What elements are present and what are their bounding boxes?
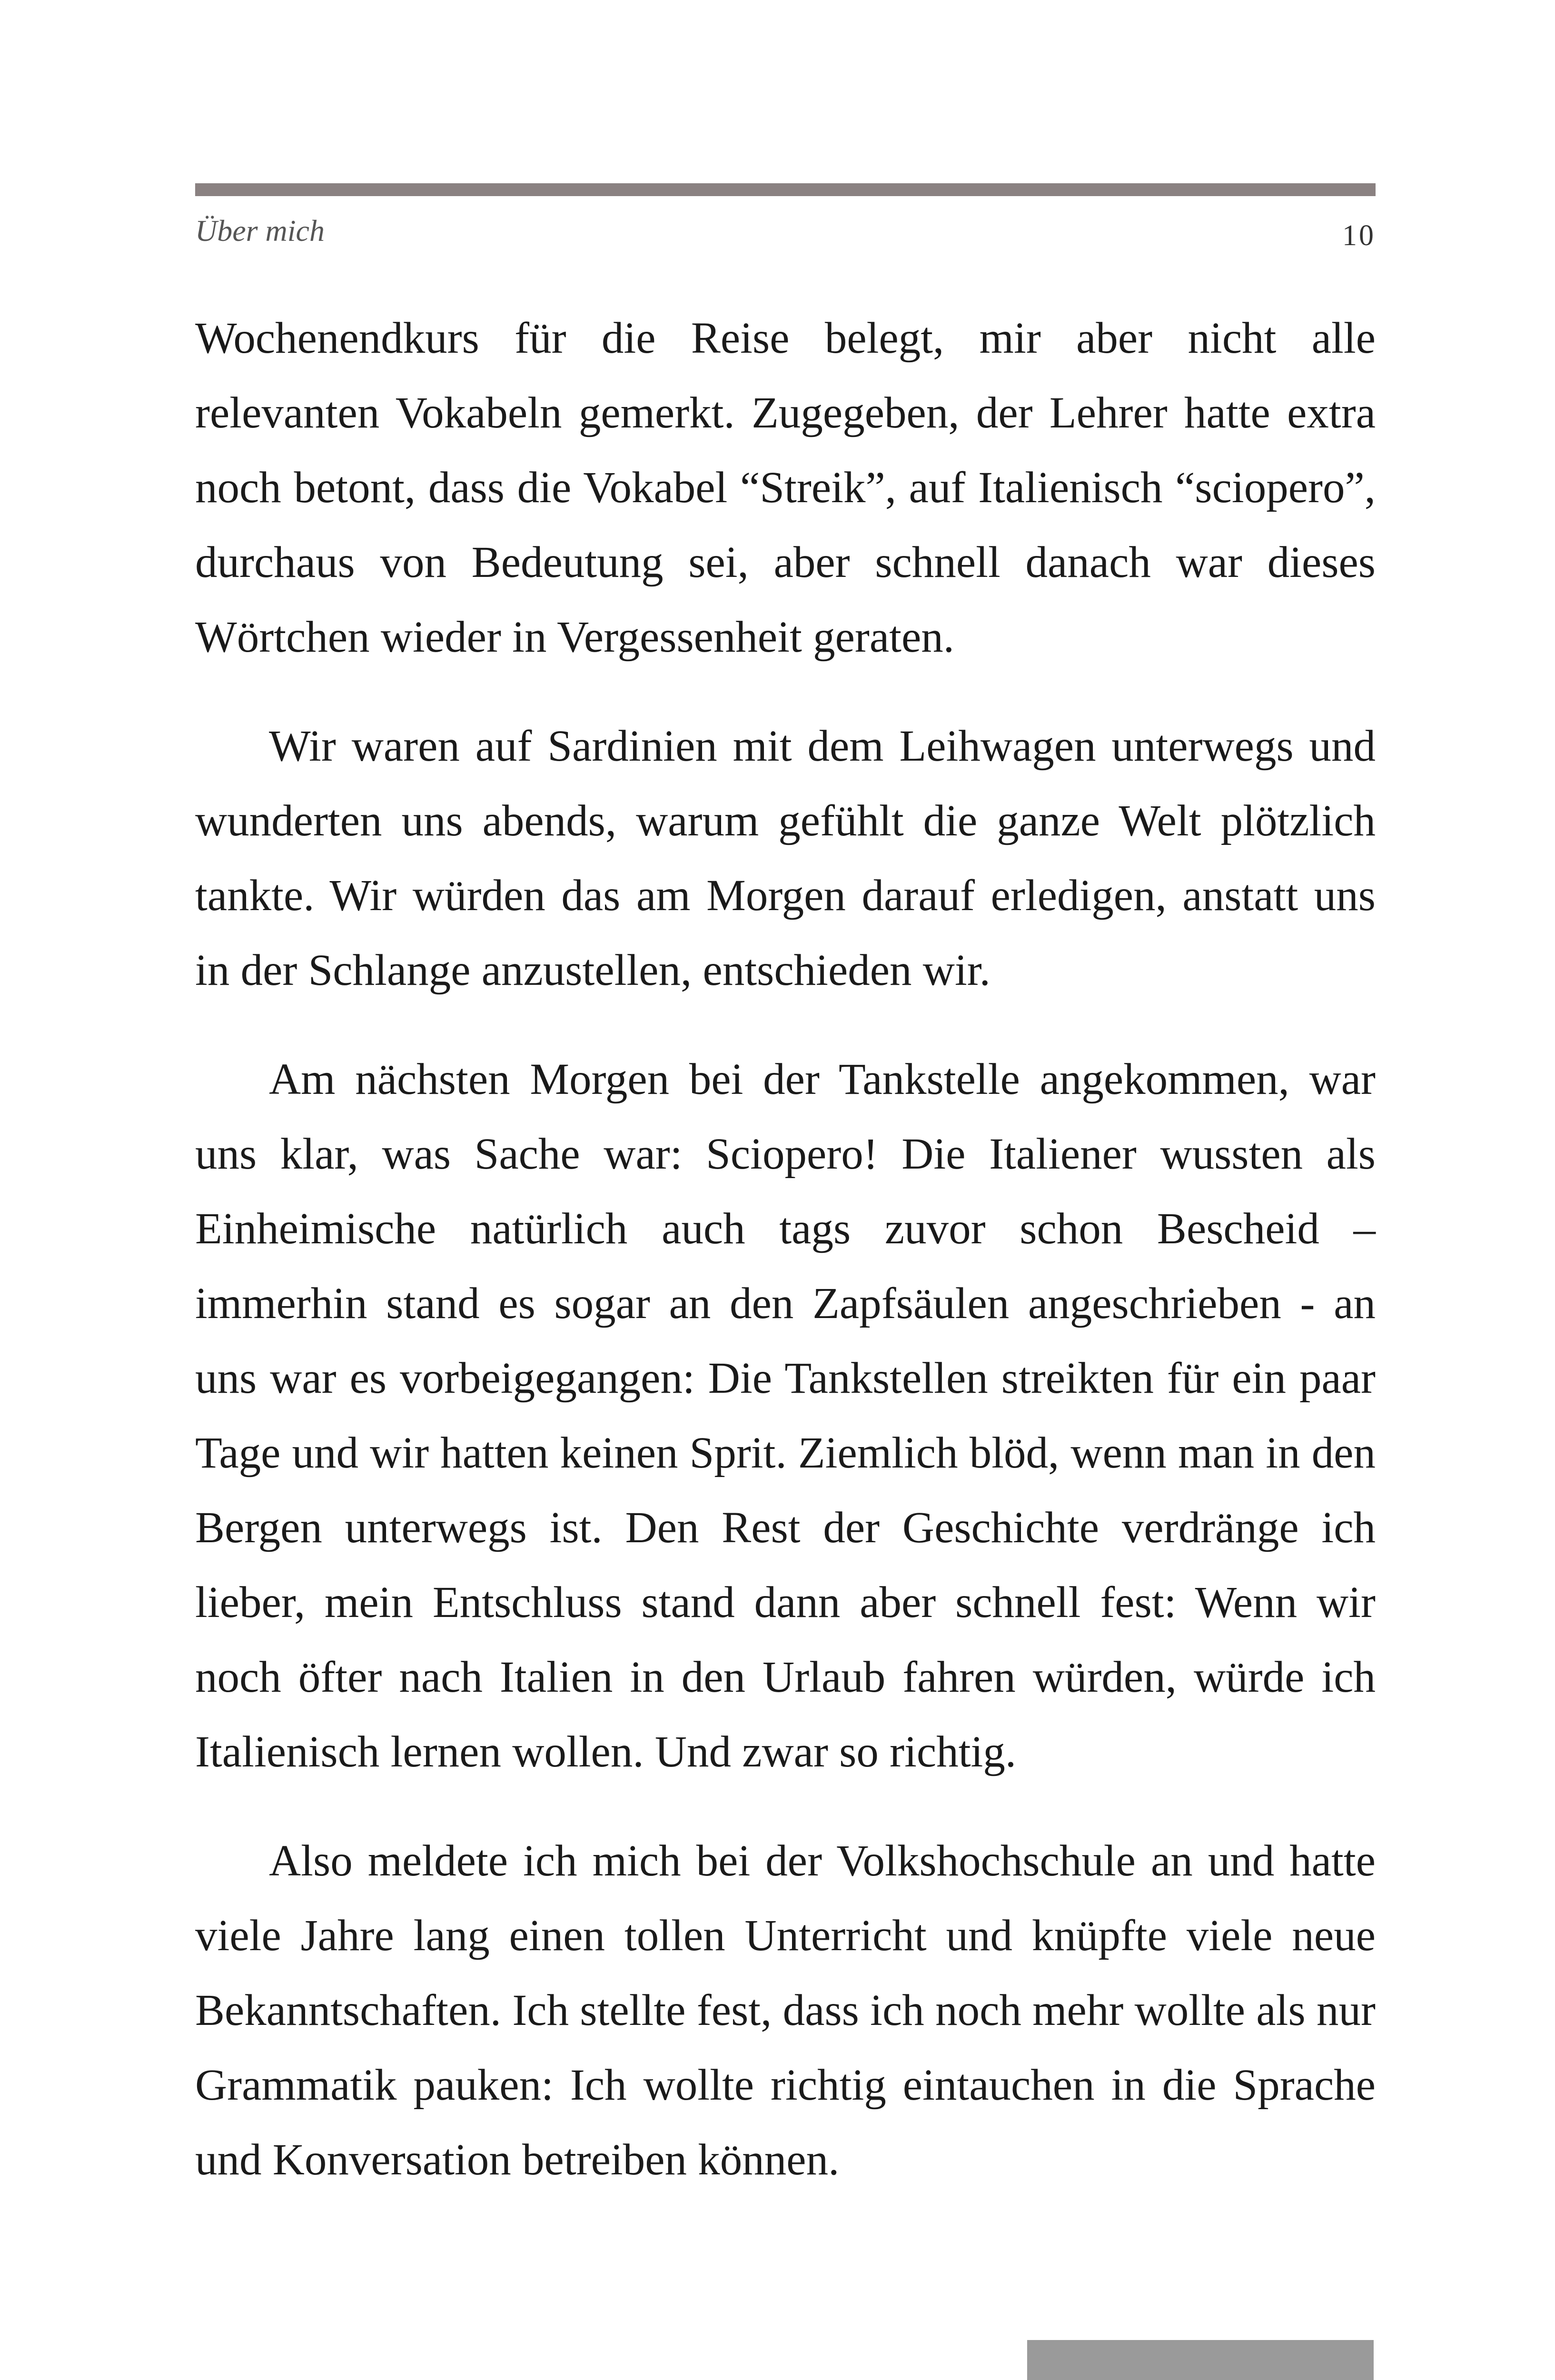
paragraph-4: Also meldete ich mich bei der Volkshochschule an und hatte viele Jahre lang einen tollen Unterricht und knüpfte viele neue Bekanntschaften. Ich stellte fest, dass ich noch mehr wollte als nur Grammatik pauken: Ich wollte richtig eintauchen in die Sprache und Konversation betreiben können. xyxy=(195,1836,1376,2184)
page-number: 10 xyxy=(1342,219,1376,252)
paragraph-2: Wir waren auf Sardinien mit dem Leihwagen unterwegs und wunderten uns abends, warum gefühlt die ganze Welt plötzlich tankte. Wir würden das am Morgen darauf erledigen, anstatt uns in der Schlange anzustellen, entschieden wir. xyxy=(195,722,1376,995)
running-header xyxy=(195,209,1376,252)
footer-block xyxy=(1027,2340,1374,2380)
body-text xyxy=(195,301,1376,2231)
paragraph-1: Wochenendkurs für die Reise belegt, mir aber nicht alle relevanten Vokabeln gemerkt. Zugegeben, der Lehrer hatte extra noch betont, dass die Vokabel “Streik”, auf Italienisch “sciopero”, durchaus von Bedeutung sei, aber schnell danach war dieses Wörtchen wieder in Vergessenheit geraten. xyxy=(195,314,1376,662)
running-title: Über mich xyxy=(195,214,325,248)
paragraph-3: Am nächsten Morgen bei der Tankstelle angekommen, war uns klar, was Sache war: Sciopero! Die Italiener wussten als Einheimische natürlich auch tags zuvor schon Bescheid – immerhin stand es sogar an den Zapfsäulen angeschrieben - an uns war es vorbeigegangen: Die Tankstellen streikten für ein paar Tage und wir hatten keinen Sprit. Ziemlich blöd, wenn man in den Bergen unterwegs ist. Den Rest der Geschichte verdränge ich lieber, mein Entschluss stand dann aber schnell fest: Wenn wir noch öfter nach Italien in den Urlaub fahren würden, würde ich Italienisch lernen wollen. Und zwar so richtig. xyxy=(195,1055,1376,1776)
header-rule xyxy=(195,183,1376,196)
